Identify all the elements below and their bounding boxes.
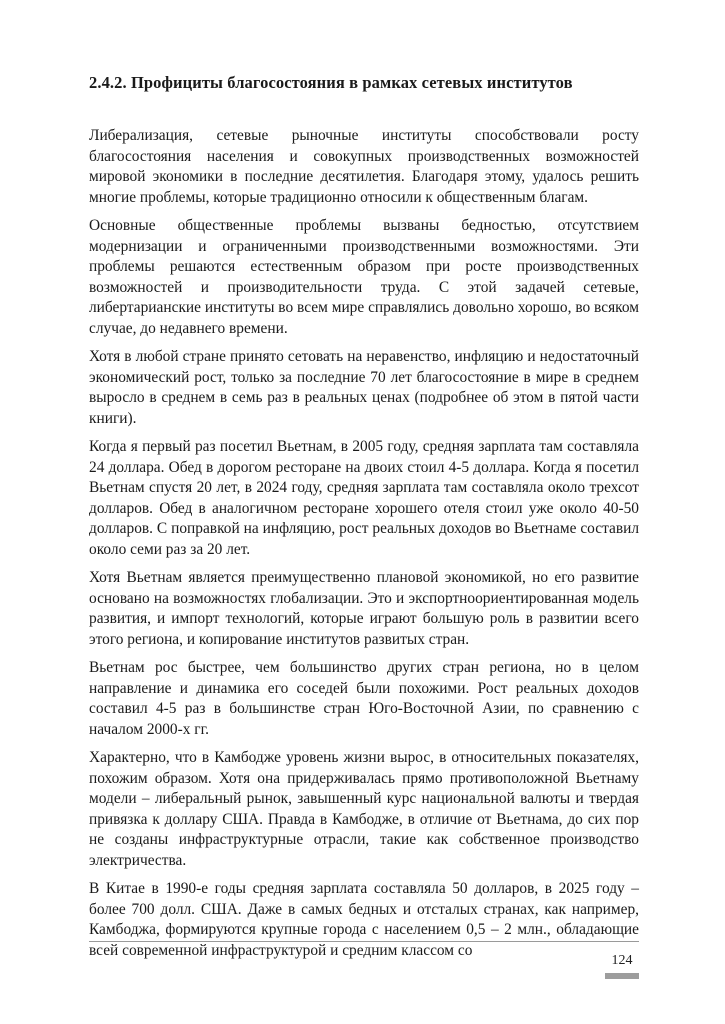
page-number-bar — [605, 973, 639, 979]
page-body — [89, 72, 639, 969]
paragraph-8: В Китае в 1990-е годы средняя зарплата составляла 50 долларов, в 2025 году – более 700 долл. США. Даже в самых бедных и отсталых странах, как например, Камбоджа, формируются крупные города с населением 0,5 – 2 млн., обладающие всей современной инфраструктурой и средним классом со — [89, 880, 639, 959]
paragraph-7: Характерно, что в Камбодже уровень жизни вырос, в относительных показателях, похожим образом. Хотя она придерживалась прямо противоположной Вьетнаму модели – либеральный рынок, завышенный курс национальной валюты и твердая привязка к доллару США. Правда в Камбодже, в отличие от Вьетнама, до сих пор не созданы инфраструктурные отрасли, такие как собственное производство электричества. — [89, 749, 639, 869]
paragraph-5: Хотя Вьетнам является преимущественно плановой экономикой, но его развитие основано на возможностях глобализации. Это и экспортноориентированная модель развития, и импорт технологий, которые играют большую роль в развитии всего этого региона, и копирование институтов развитых стран. — [89, 569, 639, 648]
paragraph-3: Хотя в любой стране принято сетовать на неравенство, инфляцию и недостаточный экономический рост, только за последние 70 лет благосостояние в мире в среднем выросло в среднем в семь раз в реальных ценах (подробнее об этом в пятой части книги). — [89, 348, 639, 427]
footer-divider — [89, 941, 639, 942]
paragraph-4: Когда я первый раз посетил Вьетнам, в 2005 году, средняя зарплата там составляла 24 доллара. Обед в дорогом ресторане на двоих стоил 4-5 доллара. Когда я посетил Вьетнам спустя 20 лет, в 2024 году, средняя зарплата там составляла около трехсот долларов. Обед в аналогичном ресторане хорошего отеля стоил уже около 40-50 долларов. С поправкой на инфляцию, рост реальных доходов во Вьетнаме составил около семи раз за 20 лет. — [89, 438, 639, 558]
section-heading: 2.4.2. Профициты благосостояния в рамках сетевых институтов — [89, 73, 573, 92]
paragraph-1: Либерализация, сетевые рыночные институты способствовали росту благосостояния населения и совокупных производственных возможностей мировой экономики в последние десятилетия. Благодаря этому, удалось решить многие проблемы, которые традиционно относили к общественным благам. — [89, 127, 639, 206]
paragraph-6: Вьетнам рос быстрее, чем большинство других стран региона, но в целом направление и динамика его соседей были похожими. Рост реальных доходов составил 4-5 раз в большинстве стран Юго-Восточной Азии, по сравнению с началом 2000-х гг. — [89, 659, 639, 738]
page-number: 124 — [611, 953, 633, 968]
paragraph-2: Основные общественные проблемы вызваны бедностью, отсутствием модернизации и ограниченными производственными возможностями. Эти проблемы решаются естественным образом при росте производственных возможностей и производительности труда. С этой задачей сетевые, либертарианские институты во всем мире справлялись довольно хорошо, во всяком случае, до недавнего времени. — [89, 217, 639, 337]
